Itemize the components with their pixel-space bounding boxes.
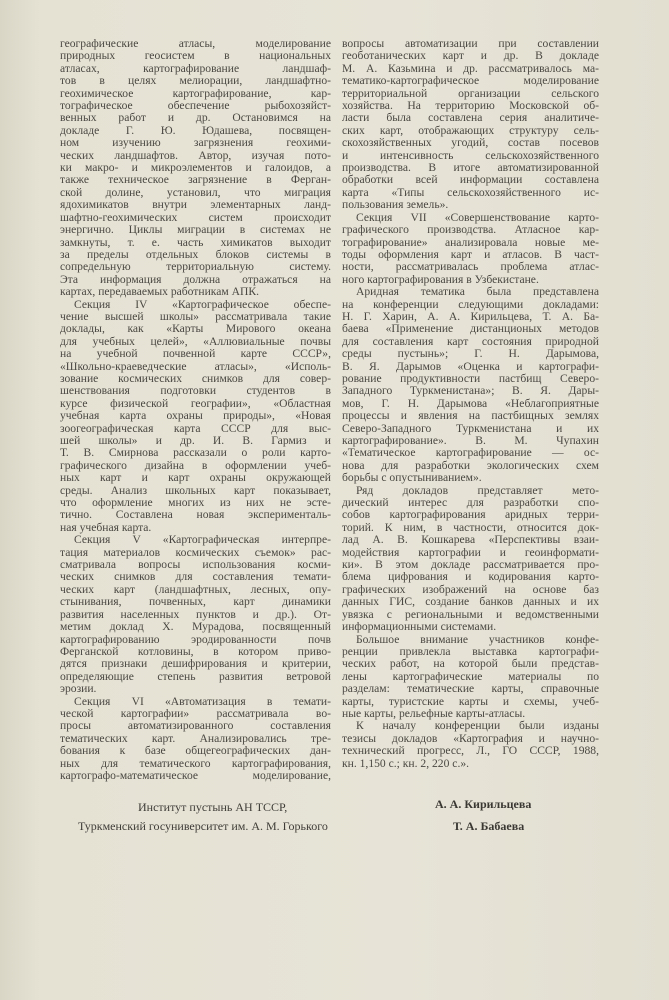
text-line: процессы и явления на пастбищных землях [342, 409, 599, 423]
text-line: ских карт, отображающих структуру сель- [342, 123, 599, 137]
text-line: ных для тематического картографирования, [60, 756, 331, 770]
text-line: тематико-картографическое моделирование [342, 74, 599, 88]
text-line: венных работ и др. Остановимся на [60, 111, 331, 125]
text-line: тация материалов космических съемок» рас- [60, 545, 331, 559]
text-line: шафтно-геохимических систем происходит [60, 210, 331, 224]
text-line: тов в целях мелиорации, ландшафтно- [60, 74, 331, 88]
text-line: Северо-Западного Туркменистана и их [342, 421, 599, 435]
text-line: тематических карт. Анализировались тре- [60, 731, 331, 745]
text-line: среды. Анализ школьных карт показывает, [60, 483, 331, 497]
text-line: ности, рассматривалась проблема атлас- [342, 260, 599, 274]
text-line: картографирование». В. М. Чупахин [342, 434, 599, 447]
text-line: что оформление многих из них не эсте- [60, 496, 331, 510]
text-line: ческих снимков для составления темати- [60, 570, 331, 584]
text-line: для учебных целей», «Аллювиальные почвы [60, 334, 331, 348]
text-line: на учебной почвенной карте СССР», [60, 347, 331, 361]
text-line: тично. Составлена новая эксперименталь- [60, 508, 331, 522]
text-line: докладе Г. Ю. Юдашева, посвящен- [60, 123, 331, 137]
text-line: зоогеографическая карта СССР для выс- [60, 421, 331, 435]
text-line: скохозяйственных угодий, состав посевов [342, 136, 599, 150]
text-line: разделам: тематические карты, справочные [342, 682, 599, 696]
text-line: среды пустынь»; Г. Н. Дарымова, [342, 347, 599, 361]
text-line: шенствования подготовки студентов в [60, 384, 331, 398]
affiliation-university: Туркменский госуниверситет им. А. М. Горького [78, 819, 328, 833]
text-line: М. А. Казьмина и др. рассматривалось ма- [342, 61, 599, 75]
text-line: Ряд докладов представляет мето- [356, 483, 599, 497]
text-line: тезисы докладов «Картография и научно- [342, 731, 599, 745]
author-name: Т. А. Бабаева [453, 819, 525, 833]
text-line: вопросы автоматизации при составлении [342, 37, 599, 50]
text-line: лад А. В. Кошкарева «Перспективы взаи- [342, 533, 599, 547]
text-line: дический интерес для разработки спо- [342, 496, 599, 510]
text-line: Аридная тематика была представлена [356, 285, 599, 299]
text-line: ческих карт (ландшафтных, лесных, опу- [60, 582, 331, 596]
text-line: атласах, картографирование ландшаф- [60, 61, 331, 75]
text-line: территориальной организации сельского [342, 86, 599, 100]
text-line: модействия картографии и геоинформати- [342, 545, 599, 559]
text-line: ядохимикатов внутри элементарных ланд- [60, 198, 331, 212]
text-line: Большое внимание участников конфе- [356, 632, 599, 646]
text-line: геохимическое картографирование, кар- [60, 86, 331, 100]
text-line: ренции привлекла выставка картографи- [342, 644, 599, 658]
text-line: за пределы отдельных блоков системы в [60, 247, 331, 261]
text-line: картографо-математическое моделирование, [60, 768, 331, 782]
text-line: доклады, как «Карты Мирового океана [60, 322, 331, 336]
text-line: ской долине, установил, что миграция [60, 185, 331, 199]
text-line: В. Я. Дарымов «Оценка и картографи- [342, 359, 599, 373]
text-line: кн. 1,150 с.; кн. 2, 220 с.». [342, 756, 470, 770]
text-line: карта «Типы сельскохозяйственного ис- [342, 185, 599, 199]
text-line: ном изучению загрязнения геохими- [60, 136, 331, 150]
text-line: курсе физической географии», «Областная [60, 396, 331, 410]
text-line: ные карты, рельефные карты-атласы. [342, 706, 526, 720]
text-line: энергично. Циклы миграции в системах не [60, 223, 331, 237]
text-line: учебная карта охраны природы», «Новая [60, 409, 331, 423]
text-line: на конференции следующими докладами: [342, 297, 599, 311]
text-line: Секция IV «Картографическое обеспе- [74, 297, 331, 311]
text-line: ных карт и карт охраны окружающей [60, 471, 331, 485]
text-line: дятся признаки дешифрирования и критерии, [60, 657, 331, 671]
right-text-column [342, 38, 599, 770]
text-line: определяющие степень развития ветровой [60, 669, 331, 683]
text-line: технический прогресс, Л., ГО СССР, 1988, [342, 744, 599, 758]
text-line: стынивания, почвенных, карт динамики [60, 595, 331, 609]
text-line: Эта информация должна отражаться на [60, 272, 331, 286]
text-line: информационными системами. [342, 620, 497, 634]
text-line: сматривала вопросы использования косми- [60, 558, 331, 572]
text-line: и интенсивность сельскохозяйственного [342, 148, 599, 162]
text-line: нова для разработки экологических схем [342, 458, 599, 472]
text-line: ного картографирования в Узбекистане. [342, 272, 539, 286]
text-line: бования к базе общегеографических дан- [60, 744, 331, 758]
text-line: сопредельную территориальную систему. [60, 260, 331, 274]
text-line: пользования земель». [342, 198, 449, 212]
text-line: шей школы» и др. И. В. Гармиз и [60, 434, 331, 447]
text-line: тографирование» анализировала новые ме- [342, 235, 599, 249]
text-line: ки макро- и микроэлементов и галоидов, а [60, 161, 331, 175]
text-line: ческих ландшафтов. Автор, изучая пото- [60, 148, 331, 162]
text-line: мов, Г. Н. Дарымова «Неблагоприятные [342, 396, 599, 410]
text-line: ческой картографии» рассматривала во- [60, 706, 331, 720]
text-line: рование продуктивности пастбищ Северо- [342, 371, 599, 385]
text-line: картах, передаваемых работникам АПК. [60, 285, 259, 299]
text-line: просы автоматизированного составления [60, 719, 331, 733]
left-text-column [60, 38, 331, 782]
text-line: картографированию эродированности почв [60, 632, 331, 646]
text-line: увязка с региональными и ведомственными [342, 607, 599, 621]
text-line: ческих работ, на которой были представ- [342, 657, 599, 671]
text-line: данных ГИС, создание банков данных и их [342, 595, 599, 609]
text-line: Секция VI «Автоматизация в темати- [74, 694, 331, 708]
text-line: лены картографические материалы по [342, 669, 599, 683]
text-line: ласти была составлена серия аналитиче- [342, 111, 599, 125]
text-line: Т. В. Смирнова рассказали о роли карто- [60, 446, 331, 460]
text-line: тоды оформления карт и атласов. В част- [342, 247, 599, 261]
text-line: чение высшей школы» рассматривала такие [60, 309, 331, 323]
text-line: Н. Г. Харин, А. А. Кирильцева, Т. А. Ба- [342, 309, 599, 323]
text-line: борьбы с опустыниванием». [342, 471, 482, 485]
text-line: ная учебная карта. [60, 520, 152, 534]
text-line: геоботанических карт и др. В докладе [342, 49, 599, 63]
text-line: производства. В итоге автоматизированной [342, 161, 599, 175]
text-line: карты, туристские карты и схемы, учеб- [342, 694, 599, 708]
text-line: тографическое обеспечение рыбохозяйст- [60, 99, 331, 113]
text-line: метим доклад Х. Мурадова, посвященный [60, 620, 331, 634]
text-line: развития населенных пунктов и др.). От- [60, 607, 331, 621]
text-line: обработки всей информации составлена [342, 173, 599, 187]
text-line: торий. К ним, в частности, относится док- [342, 520, 599, 534]
text-line: собов картографирования аридных терри- [342, 508, 599, 522]
text-line: природных геосистем в национальных [60, 49, 331, 63]
text-line: Ферганской котловины, в котором приво- [60, 644, 331, 658]
text-line: зование космических снимков для совер- [60, 371, 331, 385]
text-line: Западного Туркменистана»; В. Я. Дары- [342, 384, 599, 398]
text-line: «Тематическое картографирование — ос- [342, 446, 599, 460]
text-line: баева «Применение дистанционых методов [342, 322, 599, 336]
text-line: хозяйства. На территорию Московской об- [342, 99, 599, 113]
text-line: эрозии. [60, 682, 97, 696]
text-line: блема цифрования и кодирования карто- [342, 570, 599, 584]
text-line: графических изображений на основе баз [342, 582, 599, 596]
text-line: Секция V «Картографическая интерпре- [74, 533, 331, 547]
text-line: ки». В этом докладе рассматривается про- [342, 558, 599, 572]
text-line: графического дизайна в оформлении учеб- [60, 458, 331, 472]
text-line: графического производства. Атласное кар- [342, 223, 599, 237]
text-line: для составления карт состояния природной [342, 334, 599, 348]
affiliation-institute: Институт пустынь АН ТССР, [138, 800, 288, 814]
text-line: также техническое загрязнение в Ферган- [60, 173, 331, 187]
author-name: А. А. Кирильцева [435, 797, 532, 811]
text-line: географические атласы, моделирование [60, 37, 331, 50]
text-line: К началу конференции были изданы [356, 719, 599, 733]
text-line: «Школьно-краеведческие атласы», «Исполь- [60, 359, 331, 373]
text-line: замкнуты, т. е. часть химикатов выходит [60, 235, 331, 249]
text-line: Секция VII «Совершенствование карто- [356, 210, 599, 224]
